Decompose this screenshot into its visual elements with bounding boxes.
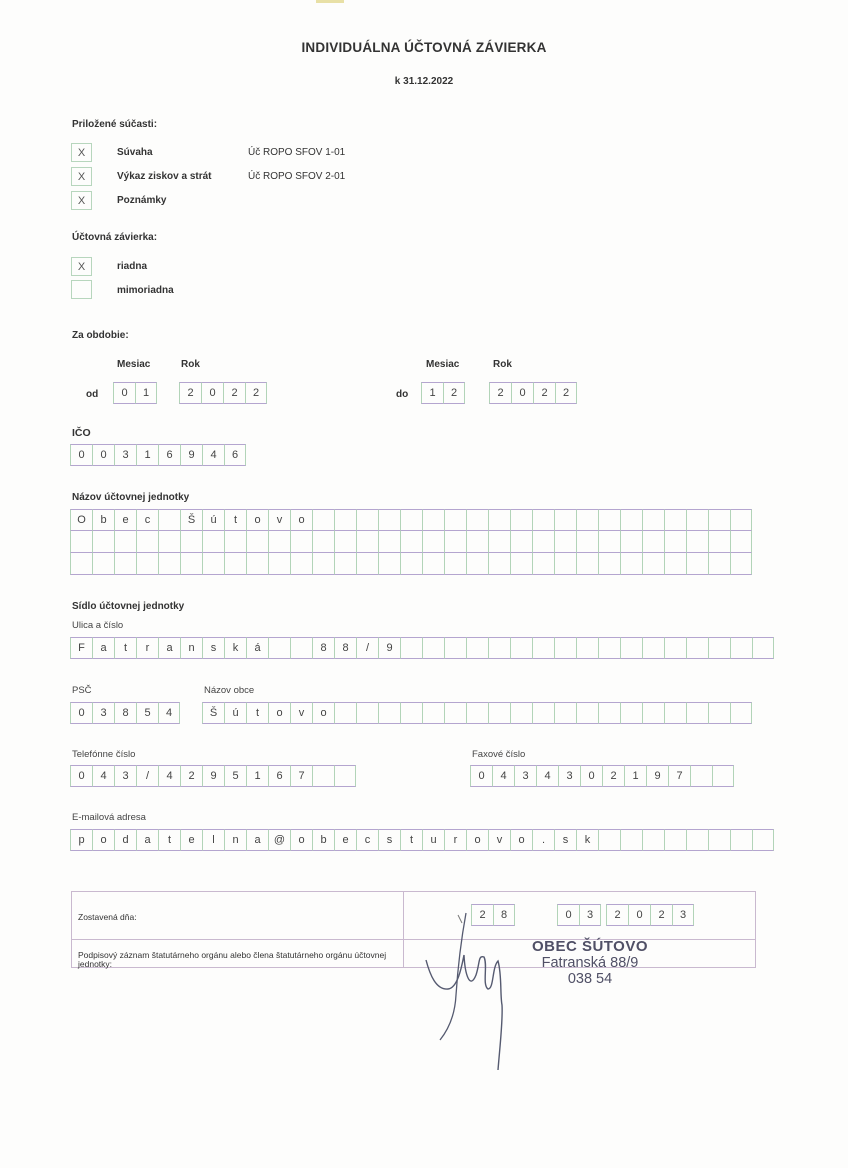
- fax-input-cell[interactable]: 9: [646, 765, 668, 787]
- city-input-cell[interactable]: [664, 702, 686, 724]
- ico-input-cell[interactable]: 6: [158, 444, 180, 466]
- entity-name-row-2-cell[interactable]: [466, 531, 488, 553]
- document-title: INDIVIDUÁLNA ÚČTOVNÁ ZÁVIERKA: [301, 40, 547, 55]
- email-input-cell[interactable]: t: [400, 829, 422, 851]
- entity-name-label: Názov účtovnej jednotky: [72, 492, 190, 503]
- period-from-year-input[interactable]: [179, 382, 267, 404]
- entity-name-row-3-cell[interactable]: [576, 553, 598, 575]
- period-to-year-input-cell[interactable]: 2: [489, 382, 511, 404]
- compiled-day-input-cell[interactable]: 2: [471, 904, 493, 926]
- email-input[interactable]: [70, 829, 774, 851]
- entity-name-row-3-cell[interactable]: [312, 553, 334, 575]
- psc-input-cell[interactable]: 8: [114, 702, 136, 724]
- street-input-cell[interactable]: 8: [334, 637, 356, 659]
- city-input-cell[interactable]: [686, 702, 708, 724]
- entity-name-row-2-cell[interactable]: [92, 531, 114, 553]
- entity-name-row-1-cell[interactable]: o: [290, 509, 312, 531]
- email-input-cell[interactable]: o: [466, 829, 488, 851]
- city-input-cell[interactable]: [422, 702, 444, 724]
- phone-input-cell[interactable]: 2: [180, 765, 202, 787]
- entity-name-row-1-cell[interactable]: [466, 509, 488, 531]
- compiled-year-input-cell[interactable]: 2: [606, 904, 628, 926]
- entity-name-row-2-cell[interactable]: [510, 531, 532, 553]
- street-input-cell[interactable]: [488, 637, 510, 659]
- phone-input-cell[interactable]: 3: [114, 765, 136, 787]
- compiled-day-input-cell[interactable]: 8: [493, 904, 515, 926]
- period-to-year-input-cell[interactable]: 2: [555, 382, 577, 404]
- city-input-cell[interactable]: [576, 702, 598, 724]
- street-input[interactable]: [70, 637, 774, 659]
- entity-name-row-3-cell[interactable]: [246, 553, 268, 575]
- entity-name-row-1-cell[interactable]: b: [92, 509, 114, 531]
- email-input-cell[interactable]: n: [224, 829, 246, 851]
- entity-name-row-3-cell[interactable]: [422, 553, 444, 575]
- phone-input-cell[interactable]: 1: [246, 765, 268, 787]
- city-input-cell[interactable]: ú: [224, 702, 246, 724]
- top-color-mark: [316, 0, 344, 3]
- entity-name-row-1-cell[interactable]: [708, 509, 730, 531]
- document-date: k 31.12.2022: [394, 76, 454, 87]
- period-from-year-input-cell[interactable]: 0: [201, 382, 223, 404]
- entity-name-row-1-cell[interactable]: [730, 509, 752, 531]
- email-input-cell[interactable]: a: [246, 829, 268, 851]
- entity-name-row-1-cell[interactable]: [444, 509, 466, 531]
- street-input-cell[interactable]: 8: [312, 637, 334, 659]
- attachments-heading: Priložené súčasti:: [72, 119, 158, 130]
- entity-name-row-2-cell[interactable]: [246, 531, 268, 553]
- period-from-year-input-cell[interactable]: 2: [179, 382, 201, 404]
- compiled-month-input[interactable]: [557, 904, 601, 926]
- fax-input-cell[interactable]: 0: [470, 765, 492, 787]
- entity-name-row-1-cell[interactable]: e: [114, 509, 136, 531]
- entity-name-row-1-cell[interactable]: c: [136, 509, 158, 531]
- period-to-month-label: Mesiac: [426, 359, 460, 370]
- street-input-cell[interactable]: [554, 637, 576, 659]
- phone-input-cell[interactable]: 4: [92, 765, 114, 787]
- email-input-cell[interactable]: a: [136, 829, 158, 851]
- period-from-year-input-cell[interactable]: 2: [245, 382, 267, 404]
- period-from-month-label: Mesiac: [117, 359, 151, 370]
- compiled-year-input[interactable]: [606, 904, 694, 926]
- entity-name-row-2-cell[interactable]: [114, 531, 136, 553]
- phone-input-cell[interactable]: 9: [202, 765, 224, 787]
- street-label: Ulica a číslo: [72, 620, 124, 631]
- entity-name-row-3-cell[interactable]: [510, 553, 532, 575]
- period-to-year-label: Rok: [493, 359, 512, 370]
- entity-name-row-1-cell[interactable]: [378, 509, 400, 531]
- entity-name-row-3-cell[interactable]: [136, 553, 158, 575]
- fax-input-cell[interactable]: [690, 765, 712, 787]
- entity-name-row-2-cell[interactable]: [180, 531, 202, 553]
- attachment-code-vykaz: Úč ROPO SFOV 2-01: [248, 171, 346, 182]
- fax-input-cell[interactable]: 2: [602, 765, 624, 787]
- period-from-month-input-cell[interactable]: 0: [113, 382, 135, 404]
- psc-input-cell[interactable]: 0: [70, 702, 92, 724]
- email-label: E-mailová adresa: [72, 812, 146, 823]
- entity-name-row-2[interactable]: [70, 531, 752, 553]
- entity-name-row-3-cell[interactable]: [598, 553, 620, 575]
- city-input[interactable]: [202, 702, 752, 724]
- ico-input-cell[interactable]: 6: [224, 444, 246, 466]
- ico-input-cell[interactable]: 4: [202, 444, 224, 466]
- email-input-cell[interactable]: .: [532, 829, 554, 851]
- city-input-cell[interactable]: o: [312, 702, 334, 724]
- street-input-cell[interactable]: [598, 637, 620, 659]
- psc-input[interactable]: [70, 702, 180, 724]
- entity-name-row-2-cell[interactable]: [554, 531, 576, 553]
- attachment-label-vykaz: Výkaz ziskov a strát: [117, 171, 212, 182]
- street-input-cell[interactable]: [510, 637, 532, 659]
- entity-name-row-3-cell[interactable]: [686, 553, 708, 575]
- entity-name-row-3-cell[interactable]: [224, 553, 246, 575]
- city-input-cell[interactable]: [598, 702, 620, 724]
- statement-type-heading: Účtovná závierka:: [72, 232, 158, 243]
- signature-label: Podpisový záznam štatutárneho orgánu alebo člena štatutárneho orgánu účtovnej jednotky:: [78, 950, 387, 969]
- city-input-cell[interactable]: [532, 702, 554, 724]
- entity-name-row-2-cell[interactable]: [444, 531, 466, 553]
- city-input-cell[interactable]: [356, 702, 378, 724]
- ico-input-cell[interactable]: 9: [180, 444, 202, 466]
- email-input-cell[interactable]: v: [488, 829, 510, 851]
- psc-input-cell[interactable]: 3: [92, 702, 114, 724]
- address-heading: Sídlo účtovnej jednotky: [72, 601, 185, 612]
- email-input-cell[interactable]: [752, 829, 774, 851]
- attachment-code-suvaha: Úč ROPO SFOV 1-01: [248, 147, 346, 158]
- email-input-cell[interactable]: s: [378, 829, 400, 851]
- entity-name-row-1-cell[interactable]: v: [268, 509, 290, 531]
- ico-input-cell[interactable]: 1: [136, 444, 158, 466]
- street-input-cell[interactable]: /: [356, 637, 378, 659]
- handwritten-signature: [418, 905, 528, 1075]
- entity-name-row-3-cell[interactable]: [158, 553, 180, 575]
- email-input-cell[interactable]: [620, 829, 642, 851]
- email-input-cell[interactable]: d: [114, 829, 136, 851]
- entity-name-row-2-cell[interactable]: [268, 531, 290, 553]
- entity-name-row-1-cell[interactable]: [422, 509, 444, 531]
- entity-name-row-2-cell[interactable]: [708, 531, 730, 553]
- attachment-label-poznamky: Poznámky: [117, 195, 167, 206]
- city-input-cell[interactable]: [444, 702, 466, 724]
- entity-name-row-2-cell[interactable]: [378, 531, 400, 553]
- entity-name-row-1-cell[interactable]: [532, 509, 554, 531]
- city-input-cell[interactable]: v: [290, 702, 312, 724]
- fax-input-cell[interactable]: 4: [536, 765, 558, 787]
- city-input-cell[interactable]: [554, 702, 576, 724]
- fax-input-cell[interactable]: 1: [624, 765, 646, 787]
- phone-input-cell[interactable]: 0: [70, 765, 92, 787]
- entity-name-row-3[interactable]: [70, 553, 752, 575]
- entity-name-row-1-cell[interactable]: ú: [202, 509, 224, 531]
- attachment-checkbox-vykaz[interactable]: X: [71, 167, 92, 186]
- street-input-cell[interactable]: s: [202, 637, 224, 659]
- entity-name-row-2-cell[interactable]: [202, 531, 224, 553]
- entity-name-row-2-cell[interactable]: [356, 531, 378, 553]
- entity-name-row-2-cell[interactable]: [224, 531, 246, 553]
- city-input-cell[interactable]: [642, 702, 664, 724]
- street-input-cell[interactable]: [730, 637, 752, 659]
- entity-name-row-3-cell[interactable]: [444, 553, 466, 575]
- city-label: Názov obce: [204, 685, 255, 696]
- entity-name-row-2-cell[interactable]: [642, 531, 664, 553]
- period-from-year-input-cell[interactable]: 2: [223, 382, 245, 404]
- street-input-cell[interactable]: k: [224, 637, 246, 659]
- phone-input-cell[interactable]: /: [136, 765, 158, 787]
- entity-name-row-1-cell[interactable]: [620, 509, 642, 531]
- period-to-label: do: [396, 389, 409, 400]
- period-from-month-input[interactable]: [113, 382, 157, 404]
- city-input-cell[interactable]: [620, 702, 642, 724]
- email-input-cell[interactable]: [686, 829, 708, 851]
- street-input-cell[interactable]: [752, 637, 774, 659]
- email-input-cell[interactable]: t: [158, 829, 180, 851]
- attachment-checkbox-poznamky[interactable]: X: [71, 191, 92, 210]
- period-from-month-input-cell[interactable]: 1: [135, 382, 157, 404]
- entity-name-row-2-cell[interactable]: [136, 531, 158, 553]
- entity-name-row-1-cell[interactable]: O: [70, 509, 92, 531]
- period-heading: Za obdobie:: [72, 330, 129, 341]
- entity-name-row-3-cell[interactable]: [180, 553, 202, 575]
- ico-input-cell[interactable]: 0: [92, 444, 114, 466]
- period-to-year-input-cell[interactable]: 0: [511, 382, 533, 404]
- statement-type-label-riadna: riadna: [117, 261, 148, 272]
- entity-name-row-3-cell[interactable]: [730, 553, 752, 575]
- email-input-cell[interactable]: e: [180, 829, 202, 851]
- phone-input-cell[interactable]: 4: [158, 765, 180, 787]
- entity-name-row-3-cell[interactable]: [92, 553, 114, 575]
- email-input-cell[interactable]: o: [92, 829, 114, 851]
- email-input-cell[interactable]: [642, 829, 664, 851]
- city-input-cell[interactable]: [708, 702, 730, 724]
- entity-name-row-1-cell[interactable]: [576, 509, 598, 531]
- entity-name-row-3-cell[interactable]: [356, 553, 378, 575]
- fax-input-cell[interactable]: 4: [492, 765, 514, 787]
- entity-name-row-2-cell[interactable]: [158, 531, 180, 553]
- street-input-cell[interactable]: 9: [378, 637, 400, 659]
- street-input-cell[interactable]: [620, 637, 642, 659]
- fax-input[interactable]: [470, 765, 734, 787]
- city-input-cell[interactable]: [378, 702, 400, 724]
- email-input-cell[interactable]: [598, 829, 620, 851]
- street-input-cell[interactable]: a: [158, 637, 180, 659]
- street-input-cell[interactable]: [444, 637, 466, 659]
- entity-name-row-1-cell[interactable]: [510, 509, 532, 531]
- email-input-cell[interactable]: p: [70, 829, 92, 851]
- city-input-cell[interactable]: [510, 702, 532, 724]
- entity-name-row-1-cell[interactable]: [334, 509, 356, 531]
- street-input-cell[interactable]: á: [246, 637, 268, 659]
- entity-name-row-3-cell[interactable]: [268, 553, 290, 575]
- entity-name-row-2-cell[interactable]: [576, 531, 598, 553]
- entity-name-row-3-cell[interactable]: [378, 553, 400, 575]
- entity-name-row-2-cell[interactable]: [532, 531, 554, 553]
- email-input-cell[interactable]: o: [290, 829, 312, 851]
- fax-input-cell[interactable]: [712, 765, 734, 787]
- entity-name-row-1-cell[interactable]: o: [246, 509, 268, 531]
- fax-label: Faxové číslo: [472, 749, 526, 760]
- entity-name-row-1-cell[interactable]: [664, 509, 686, 531]
- stamp-name: OBEC ŠÚTOVO: [531, 938, 649, 955]
- entity-name-row-3-cell[interactable]: [202, 553, 224, 575]
- entity-name-row-3-cell[interactable]: [642, 553, 664, 575]
- email-input-cell[interactable]: [730, 829, 752, 851]
- statement-type-label-mimoriadna: mimoriadna: [117, 285, 174, 296]
- phone-input-cell[interactable]: [312, 765, 334, 787]
- email-input-cell[interactable]: u: [422, 829, 444, 851]
- phone-input-cell[interactable]: [334, 765, 356, 787]
- entity-name-row-3-cell[interactable]: [290, 553, 312, 575]
- attachment-label-suvaha: Súvaha: [117, 147, 153, 158]
- street-input-cell[interactable]: n: [180, 637, 202, 659]
- psc-input-cell[interactable]: 5: [136, 702, 158, 724]
- entity-name-row-3-cell[interactable]: [554, 553, 576, 575]
- statement-type-checkbox-mimoriadna[interactable]: [71, 280, 92, 299]
- email-input-cell[interactable]: e: [334, 829, 356, 851]
- email-input-cell[interactable]: [664, 829, 686, 851]
- email-input-cell[interactable]: r: [444, 829, 466, 851]
- entity-name-row-3-cell[interactable]: [708, 553, 730, 575]
- signature-table-divider-v: [403, 892, 404, 967]
- email-input-cell[interactable]: b: [312, 829, 334, 851]
- entity-name-row-3-cell[interactable]: [620, 553, 642, 575]
- email-input-cell[interactable]: l: [202, 829, 224, 851]
- official-stamp: [510, 938, 670, 987]
- city-input-cell[interactable]: Š: [202, 702, 224, 724]
- street-input-cell[interactable]: r: [136, 637, 158, 659]
- street-input-cell[interactable]: F: [70, 637, 92, 659]
- street-input-cell[interactable]: [686, 637, 708, 659]
- phone-input[interactable]: [70, 765, 356, 787]
- psc-label: PSČ: [72, 685, 92, 696]
- email-input-cell[interactable]: o: [510, 829, 532, 851]
- entity-name-row-1-cell[interactable]: [686, 509, 708, 531]
- period-to-month-input-cell[interactable]: 1: [421, 382, 443, 404]
- street-input-cell[interactable]: [268, 637, 290, 659]
- phone-input-cell[interactable]: 7: [290, 765, 312, 787]
- statement-type-checkbox-riadna[interactable]: X: [71, 257, 92, 276]
- period-to-year-input-cell[interactable]: 2: [533, 382, 555, 404]
- entity-name-row-3-cell[interactable]: [400, 553, 422, 575]
- phone-label: Telefónne číslo: [72, 749, 136, 760]
- entity-name-row-2-cell[interactable]: [290, 531, 312, 553]
- period-to-year-input[interactable]: [489, 382, 577, 404]
- compiled-month-input-cell[interactable]: 3: [579, 904, 601, 926]
- stamp-street: Fatranská 88/9: [541, 955, 639, 971]
- ico-input-cell[interactable]: 0: [70, 444, 92, 466]
- entity-name-row-1-cell[interactable]: [158, 509, 180, 531]
- period-to-month-input-cell[interactable]: 2: [443, 382, 465, 404]
- entity-name-row-2-cell[interactable]: [312, 531, 334, 553]
- compiled-year-input-cell[interactable]: 3: [672, 904, 694, 926]
- street-input-cell[interactable]: [642, 637, 664, 659]
- compiled-month-input-cell[interactable]: 0: [557, 904, 579, 926]
- period-to-month-input[interactable]: [421, 382, 465, 404]
- entity-name-row-3-cell[interactable]: [664, 553, 686, 575]
- entity-name-row-1-cell[interactable]: [642, 509, 664, 531]
- entity-name-row-3-cell[interactable]: [466, 553, 488, 575]
- period-from-label: od: [86, 389, 99, 400]
- entity-name-row-3-cell[interactable]: [532, 553, 554, 575]
- psc-input-cell[interactable]: 4: [158, 702, 180, 724]
- street-input-cell[interactable]: [422, 637, 444, 659]
- entity-name-row-1-cell[interactable]: [356, 509, 378, 531]
- entity-name-row-1-cell[interactable]: [488, 509, 510, 531]
- street-input-cell[interactable]: [664, 637, 686, 659]
- city-input-cell[interactable]: t: [246, 702, 268, 724]
- street-input-cell[interactable]: [532, 637, 554, 659]
- entity-name-row-2-cell[interactable]: [730, 531, 752, 553]
- entity-name-row-1-cell[interactable]: Š: [180, 509, 202, 531]
- email-input-cell[interactable]: @: [268, 829, 290, 851]
- city-input-cell[interactable]: [334, 702, 356, 724]
- entity-name-row-2-cell[interactable]: [422, 531, 444, 553]
- street-input-cell[interactable]: [708, 637, 730, 659]
- entity-name-row-3-cell[interactable]: [114, 553, 136, 575]
- entity-name-row-2-cell[interactable]: [334, 531, 356, 553]
- street-input-cell[interactable]: [400, 637, 422, 659]
- street-input-cell[interactable]: [290, 637, 312, 659]
- city-input-cell[interactable]: [488, 702, 510, 724]
- city-input-cell[interactable]: [730, 702, 752, 724]
- entity-name-row-2-cell[interactable]: [598, 531, 620, 553]
- ico-label: IČO: [72, 427, 91, 439]
- attachment-checkbox-suvaha[interactable]: X: [71, 143, 92, 162]
- ico-input[interactable]: [70, 444, 246, 466]
- street-input-cell[interactable]: [466, 637, 488, 659]
- email-input-cell[interactable]: k: [576, 829, 598, 851]
- street-input-cell[interactable]: t: [114, 637, 136, 659]
- entity-name-row-3-cell[interactable]: [488, 553, 510, 575]
- email-input-cell[interactable]: s: [554, 829, 576, 851]
- phone-input-cell[interactable]: 5: [224, 765, 246, 787]
- compiled-year-input-cell[interactable]: 2: [650, 904, 672, 926]
- compiled-year-input-cell[interactable]: 0: [628, 904, 650, 926]
- street-input-cell[interactable]: a: [92, 637, 114, 659]
- entity-name-row-3-cell[interactable]: [70, 553, 92, 575]
- street-input-cell[interactable]: [576, 637, 598, 659]
- entity-name-row-2-cell[interactable]: [686, 531, 708, 553]
- compiled-date-label: Zostavená dňa:: [78, 912, 137, 922]
- entity-name-row-2-cell[interactable]: [620, 531, 642, 553]
- entity-name-row-1[interactable]: [70, 509, 752, 531]
- phone-input-cell[interactable]: 6: [268, 765, 290, 787]
- entity-name-row-2-cell[interactable]: [400, 531, 422, 553]
- city-input-cell[interactable]: [400, 702, 422, 724]
- fax-input-cell[interactable]: 3: [558, 765, 580, 787]
- fax-input-cell[interactable]: 3: [514, 765, 536, 787]
- entity-name-row-1-cell[interactable]: [400, 509, 422, 531]
- entity-name-row-1-cell[interactable]: [598, 509, 620, 531]
- entity-name-row-2-cell[interactable]: [664, 531, 686, 553]
- entity-name-row-1-cell[interactable]: [554, 509, 576, 531]
- entity-name-row-3-cell[interactable]: [334, 553, 356, 575]
- period-from-year-label: Rok: [181, 359, 200, 370]
- entity-name-row-1-cell[interactable]: [312, 509, 334, 531]
- city-input-cell[interactable]: o: [268, 702, 290, 724]
- stamp-zip: 038 54: [567, 971, 613, 987]
- fax-input-cell[interactable]: 0: [580, 765, 602, 787]
- entity-name-row-1-cell[interactable]: t: [224, 509, 246, 531]
- entity-name-row-2-cell[interactable]: [488, 531, 510, 553]
- fax-input-cell[interactable]: 7: [668, 765, 690, 787]
- ico-input-cell[interactable]: 3: [114, 444, 136, 466]
- city-input-cell[interactable]: [466, 702, 488, 724]
- email-input-cell[interactable]: [708, 829, 730, 851]
- entity-name-row-2-cell[interactable]: [70, 531, 92, 553]
- email-input-cell[interactable]: c: [356, 829, 378, 851]
